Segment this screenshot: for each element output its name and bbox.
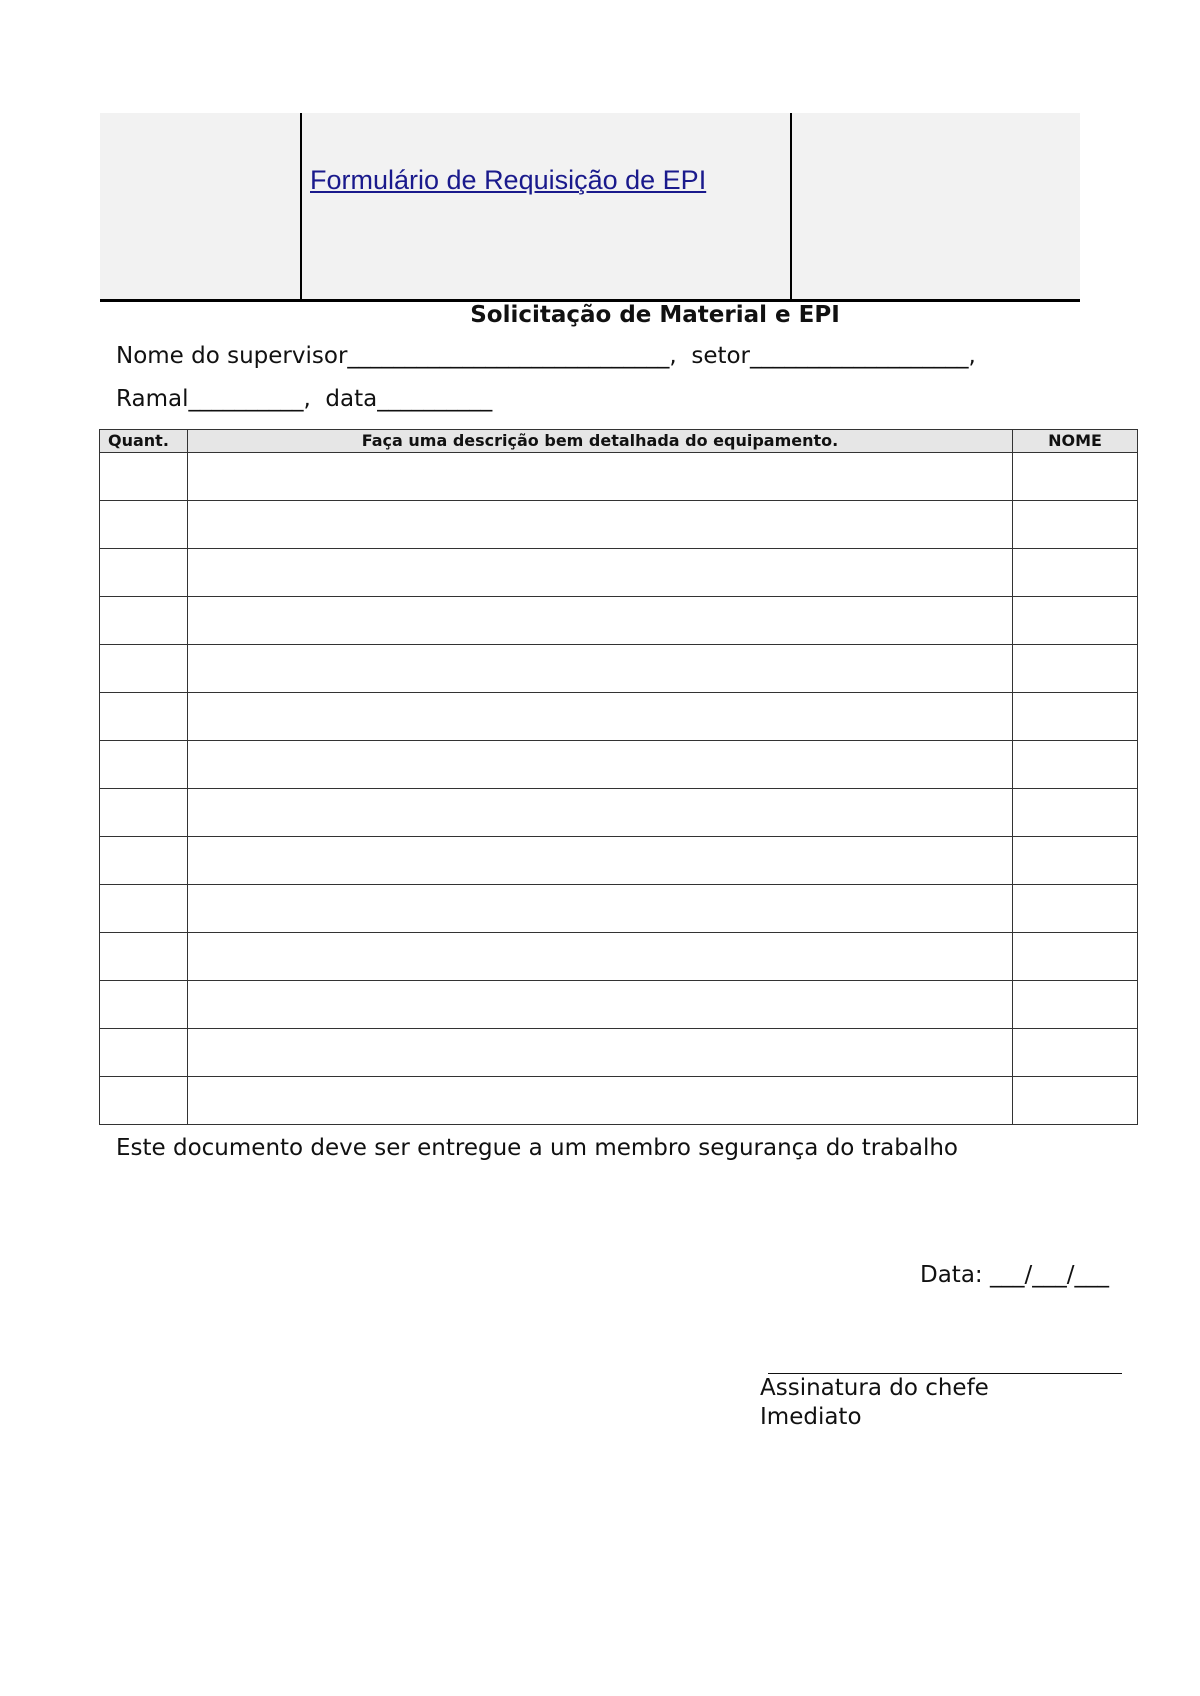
header-right-cell: [792, 113, 1080, 299]
table-body: [100, 453, 1138, 1125]
quantity-cell[interactable]: [100, 933, 188, 981]
table-row: [100, 453, 1138, 501]
extension-date-field[interactable]: Ramal__________, data__________: [116, 386, 493, 412]
name-cell[interactable]: [1013, 933, 1138, 981]
quantity-cell[interactable]: [100, 741, 188, 789]
quantity-cell[interactable]: [100, 693, 188, 741]
quantity-cell[interactable]: [100, 837, 188, 885]
name-cell[interactable]: [1013, 741, 1138, 789]
quantity-cell[interactable]: [100, 645, 188, 693]
quantity-cell[interactable]: [100, 981, 188, 1029]
name-cell[interactable]: [1013, 549, 1138, 597]
description-cell[interactable]: [188, 741, 1013, 789]
table-row: [100, 933, 1138, 981]
description-cell[interactable]: [188, 885, 1013, 933]
table-row: [100, 981, 1138, 1029]
name-cell[interactable]: [1013, 789, 1138, 837]
table-row: [100, 837, 1138, 885]
description-cell[interactable]: [188, 597, 1013, 645]
description-cell[interactable]: [188, 501, 1013, 549]
name-cell[interactable]: [1013, 981, 1138, 1029]
header-description: Faça uma descrição bem detalhada do equipamento.: [188, 430, 1013, 453]
name-cell[interactable]: [1013, 885, 1138, 933]
header-title-cell: [302, 113, 792, 299]
table-row: [100, 1077, 1138, 1125]
date-field[interactable]: Data: ___/___/___: [920, 1262, 1109, 1288]
name-cell[interactable]: [1013, 597, 1138, 645]
table-row: [100, 741, 1138, 789]
quantity-cell[interactable]: [100, 453, 188, 501]
header-name: NOME: [1013, 430, 1138, 453]
table-row: [100, 501, 1138, 549]
description-cell[interactable]: [188, 1029, 1013, 1077]
table-header-row: [100, 430, 1138, 453]
description-cell[interactable]: [188, 789, 1013, 837]
quantity-cell[interactable]: [100, 1077, 188, 1125]
name-cell[interactable]: [1013, 501, 1138, 549]
table-row: [100, 645, 1138, 693]
quantity-cell[interactable]: [100, 501, 188, 549]
form-title-link[interactable]: Formulário de Requisição de EPI: [310, 165, 707, 195]
header-logo-cell: [100, 113, 302, 299]
signature-label: Assinatura do chefe Imediato: [760, 1375, 989, 1430]
description-cell[interactable]: [188, 549, 1013, 597]
name-cell[interactable]: [1013, 1077, 1138, 1125]
name-cell[interactable]: [1013, 1029, 1138, 1077]
table-row: [100, 789, 1138, 837]
description-cell[interactable]: [188, 1077, 1013, 1125]
quantity-cell[interactable]: [100, 1029, 188, 1077]
description-cell[interactable]: [188, 981, 1013, 1029]
table-row: [100, 693, 1138, 741]
quantity-cell[interactable]: [100, 789, 188, 837]
quantity-cell[interactable]: [100, 885, 188, 933]
quantity-cell[interactable]: [100, 597, 188, 645]
description-cell[interactable]: [188, 693, 1013, 741]
document-header: [100, 113, 1080, 302]
table-row: [100, 597, 1138, 645]
description-cell[interactable]: [188, 453, 1013, 501]
quantity-cell[interactable]: [100, 549, 188, 597]
table-row: [100, 1029, 1138, 1077]
description-cell[interactable]: [188, 933, 1013, 981]
description-cell[interactable]: [188, 645, 1013, 693]
delivery-note: Este documento deve ser entregue a um membro segurança do trabalho: [116, 1135, 958, 1161]
name-cell[interactable]: [1013, 453, 1138, 501]
name-cell[interactable]: [1013, 837, 1138, 885]
header-quantity: Quant.: [100, 430, 188, 453]
table-row: [100, 549, 1138, 597]
equipment-table: [99, 429, 1138, 1125]
form-subtitle: Solicitação de Material e EPI: [470, 302, 840, 328]
supervisor-sector-field[interactable]: Nome do supervisor____________________________, setor___________________,: [116, 343, 976, 369]
table-row: [100, 885, 1138, 933]
description-cell[interactable]: [188, 837, 1013, 885]
name-cell[interactable]: [1013, 645, 1138, 693]
name-cell[interactable]: [1013, 693, 1138, 741]
